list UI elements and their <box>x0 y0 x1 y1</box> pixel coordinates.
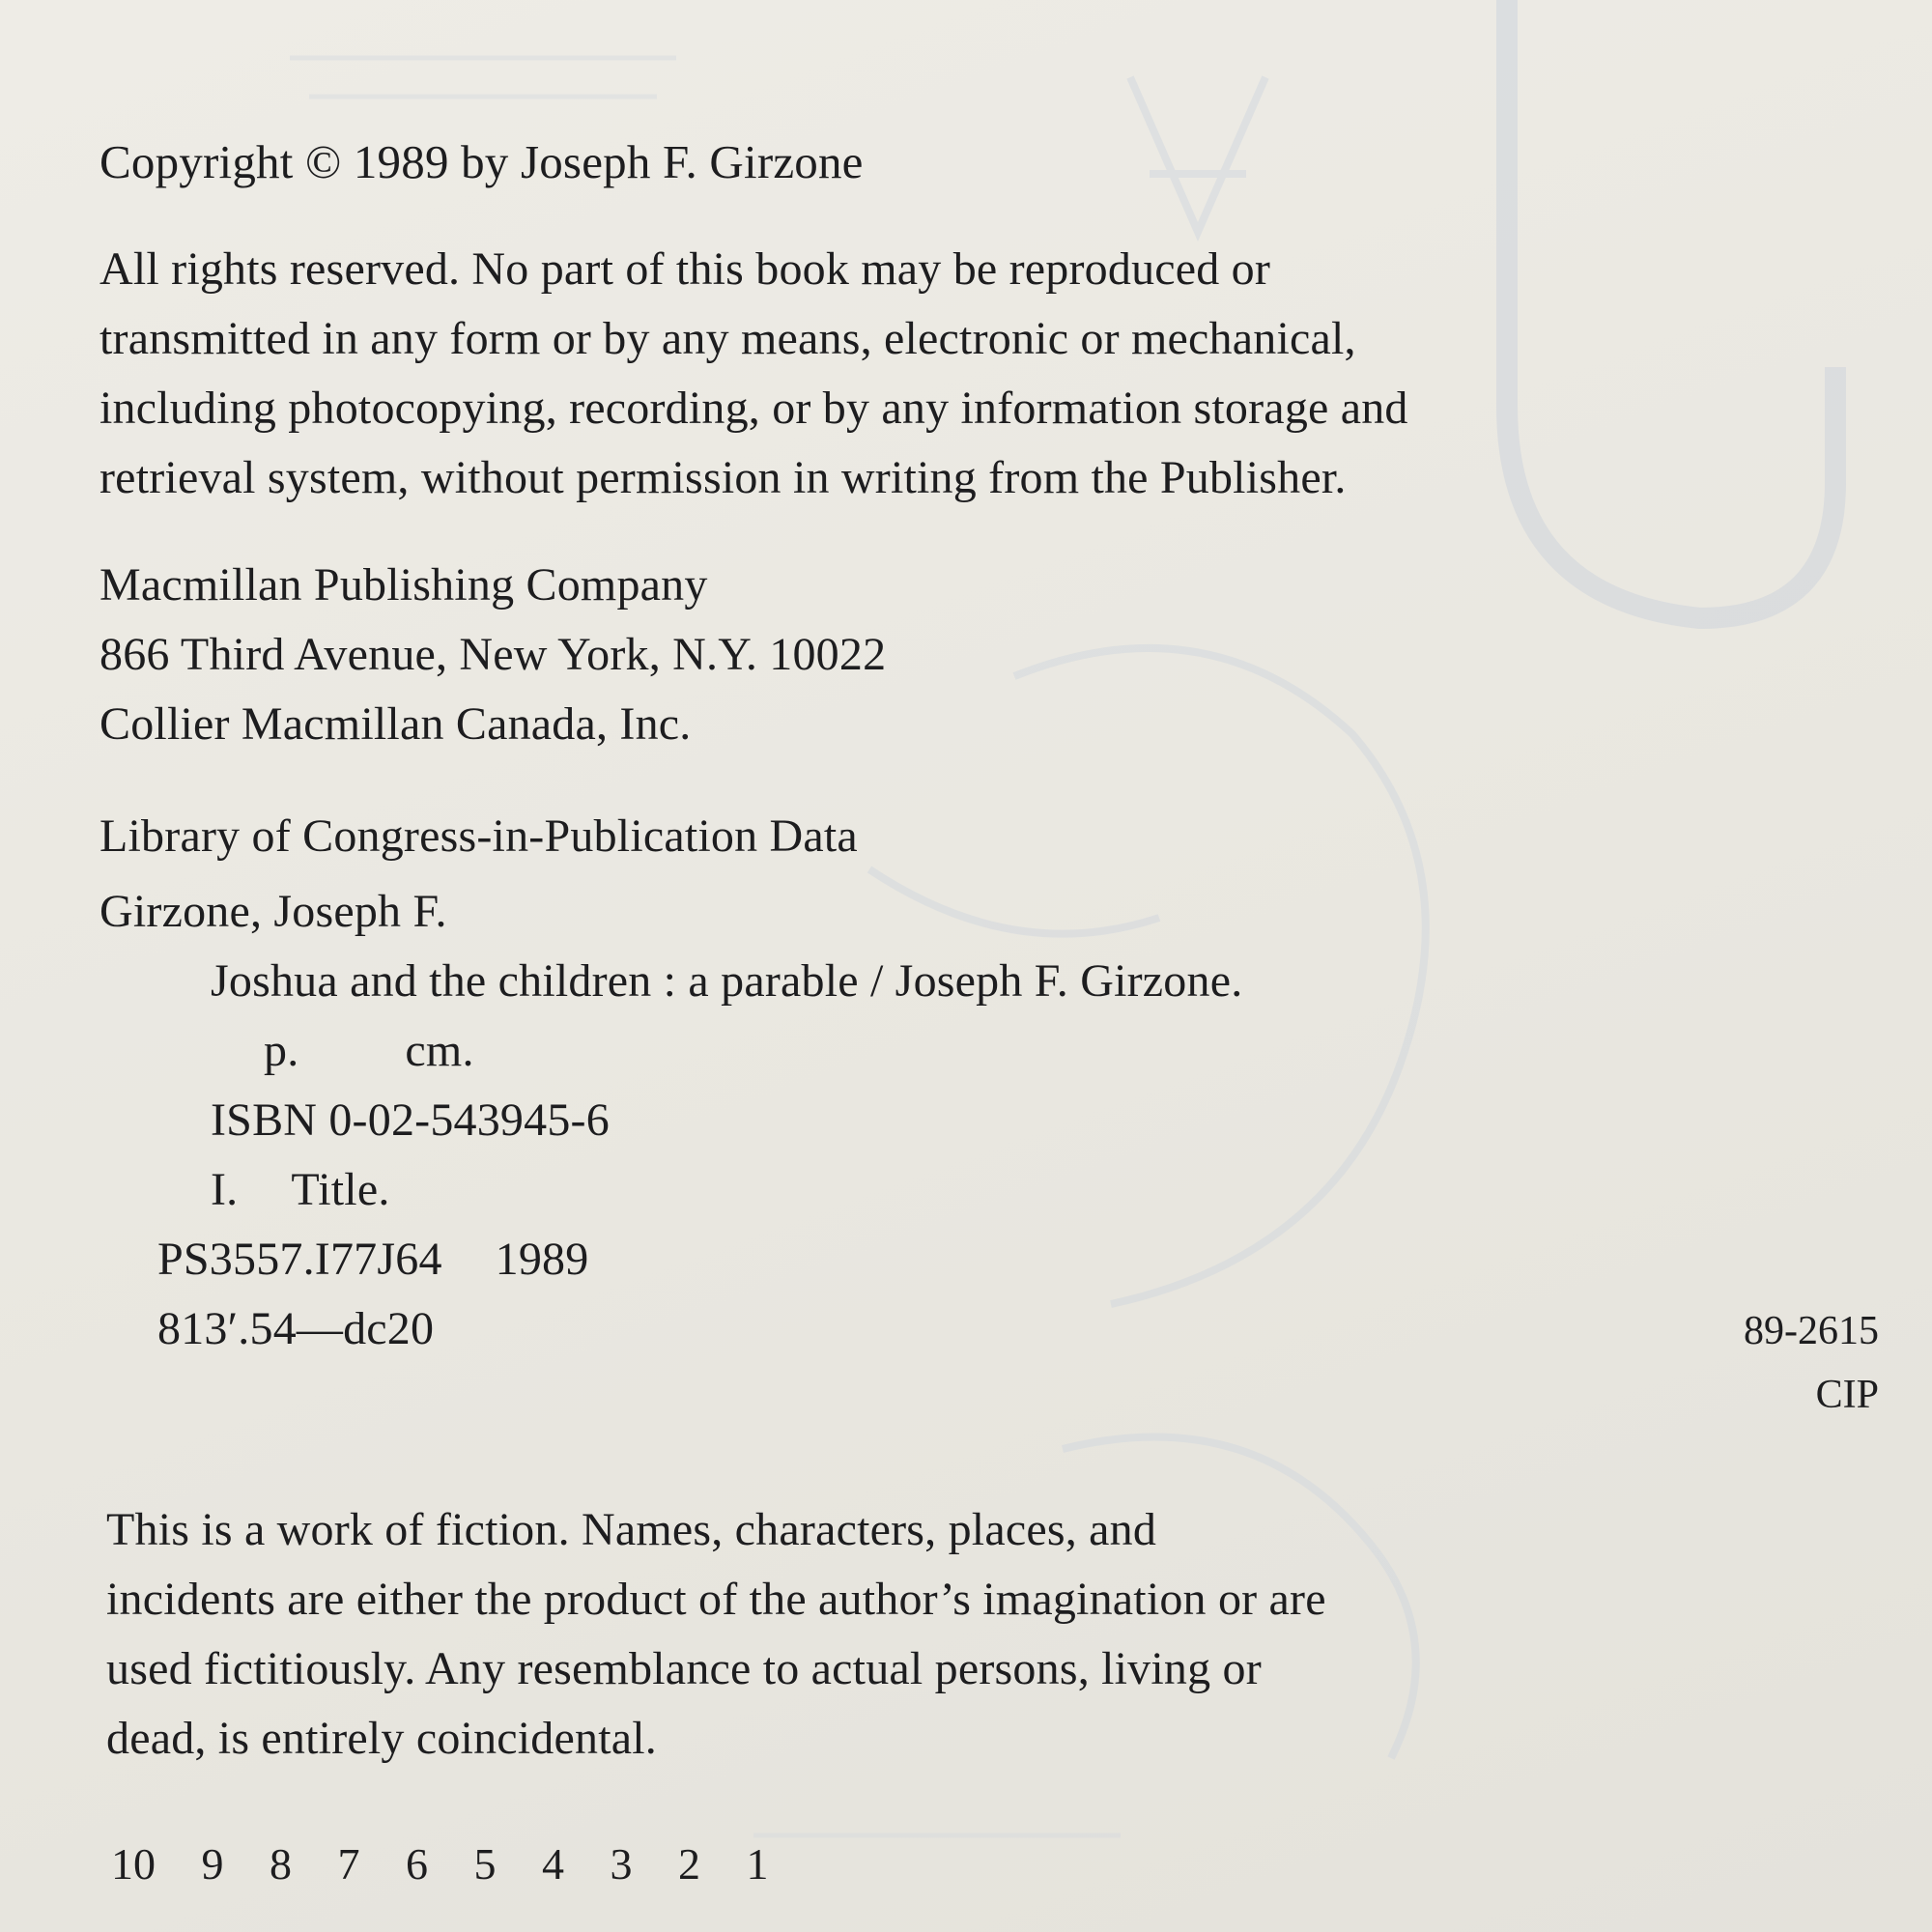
cip-lc-class: PS3557.I77J64 <box>157 1234 442 1285</box>
cip-heading: Library of Congress-in-Publication Data <box>99 810 858 862</box>
rights-reserved-paragraph <box>99 235 1408 513</box>
publisher-canada: Collier Macmillan Canada, Inc. <box>99 698 692 750</box>
cip-subject <box>99 1155 1242 1225</box>
cip-title-line: Joshua and the children : a parable / Joseph F. Girzone. <box>211 955 1243 1007</box>
fiction-line: This is a work of fiction. Names, characters, places, and <box>106 1504 1157 1555</box>
cip-author: Girzone, Joseph F. <box>99 886 447 937</box>
fiction-line: incidents are either the product of the author’s imagination or are <box>106 1574 1326 1625</box>
printing-number: 8 <box>270 1839 292 1889</box>
printing-line <box>111 1835 804 1893</box>
cip-pages: p. <box>264 1025 299 1076</box>
printing-number: 9 <box>201 1839 224 1889</box>
rights-line: including photocopying, recording, or by any information storage and <box>99 383 1408 434</box>
printing-number: 2 <box>678 1839 700 1889</box>
fiction-notice <box>106 1495 1326 1774</box>
rights-line: retrieval system, without permission in writing from the Publisher. <box>99 452 1347 503</box>
printing-number: 4 <box>542 1839 564 1889</box>
printing-number: 3 <box>610 1839 633 1889</box>
rights-line: All rights reserved. No part of this book may be reproduced or <box>99 243 1271 295</box>
cip-label: CIP <box>1815 1373 1879 1417</box>
printing-number: 5 <box>473 1839 497 1889</box>
printing-number: 1 <box>746 1839 769 1889</box>
cip-physical-description <box>99 1016 1242 1086</box>
cip-dewey: 813′.54—dc20 <box>157 1303 435 1354</box>
rights-line: transmitted in any form or by any means, electronic or mechanical, <box>99 313 1356 364</box>
cip-data-block <box>99 802 1242 1364</box>
cip-record-code <box>1744 1299 1879 1427</box>
cip-size: cm. <box>405 1025 474 1076</box>
cip-record-number: 89-2615 <box>1744 1309 1879 1353</box>
fiction-line: used fictitiously. Any resemblance to actual persons, living or <box>106 1643 1262 1694</box>
publisher-name: Macmillan Publishing Company <box>99 559 708 611</box>
cip-subject-number: I. <box>211 1164 239 1215</box>
cip-subject-label: Title. <box>291 1164 390 1215</box>
fiction-line: dead, is entirely coincidental. <box>106 1713 657 1764</box>
cip-lc-year: 1989 <box>495 1234 589 1285</box>
cip-isbn: ISBN 0-02-543945-6 <box>211 1094 610 1146</box>
printing-number: 6 <box>406 1839 428 1889</box>
printing-number: 7 <box>337 1839 360 1889</box>
printing-number: 10 <box>111 1839 156 1889</box>
publisher-address <box>99 551 886 759</box>
copyright-notice: Copyright © 1989 by Joseph F. Girzone <box>99 135 864 188</box>
publisher-street: 866 Third Avenue, New York, N.Y. 10022 <box>99 629 887 680</box>
cip-lc-classification <box>99 1225 1242 1294</box>
